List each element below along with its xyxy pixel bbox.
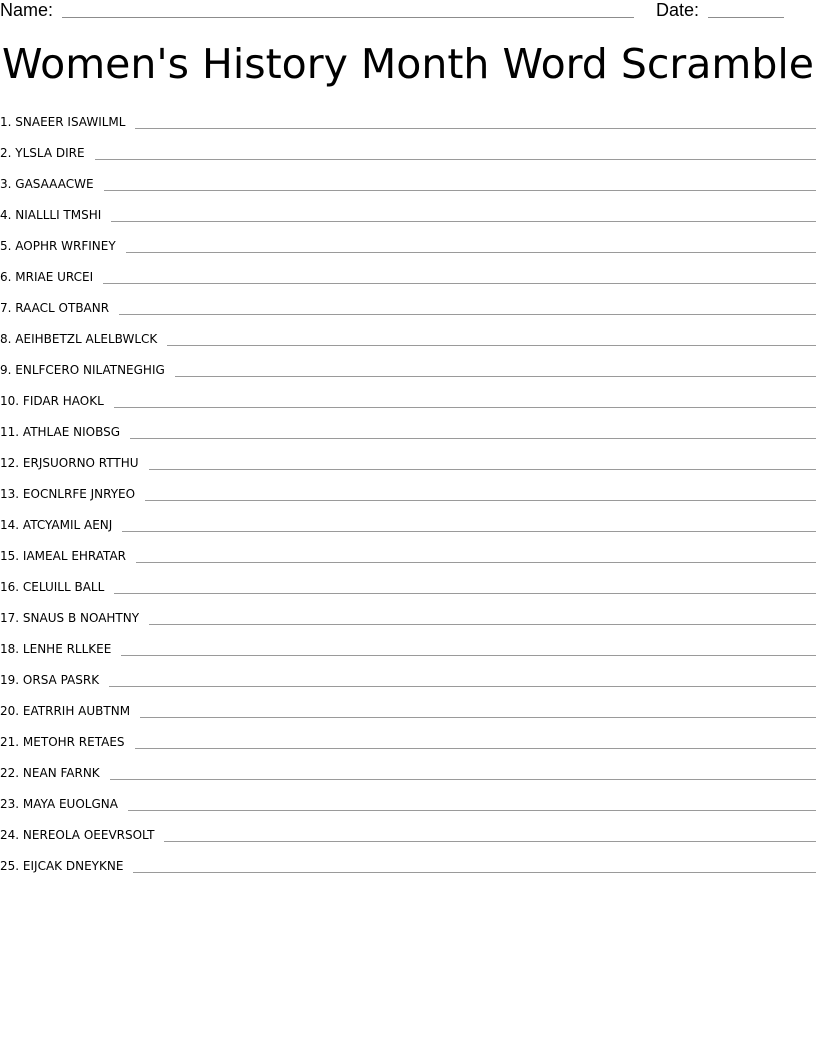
- item-number: 23.: [0, 797, 20, 811]
- scrambled-word: [0, 671, 99, 688]
- scramble-text: GASAAACWE: [15, 177, 94, 191]
- answer-line[interactable]: [136, 562, 816, 563]
- answer-line[interactable]: [135, 128, 816, 129]
- answer-line[interactable]: [119, 314, 816, 315]
- answer-line[interactable]: [110, 779, 816, 780]
- scrambled-word: [0, 144, 85, 161]
- list-item: [0, 578, 816, 609]
- list-item: [0, 299, 816, 330]
- item-number: 18.: [0, 642, 20, 656]
- list-item: [0, 857, 816, 888]
- list-item: [0, 237, 816, 268]
- item-number: 8.: [0, 332, 12, 346]
- list-item: [0, 330, 816, 361]
- scramble-text: SNAEER ISAWILML: [15, 115, 126, 129]
- scrambled-word: [0, 206, 101, 223]
- answer-line[interactable]: [149, 624, 816, 625]
- item-number: 7.: [0, 301, 12, 315]
- item-number: 6.: [0, 270, 12, 284]
- scrambled-word: [0, 237, 116, 254]
- answer-line[interactable]: [114, 407, 816, 408]
- answer-line[interactable]: [121, 655, 816, 656]
- scrambled-word: [0, 485, 135, 502]
- item-number: 1.: [0, 115, 12, 129]
- scrambled-word: [0, 857, 123, 874]
- scramble-text: LENHE RLLKEE: [22, 642, 112, 656]
- item-number: 12.: [0, 456, 20, 470]
- item-number: 3.: [0, 177, 12, 191]
- answer-line[interactable]: [135, 748, 816, 749]
- scrambled-word: [0, 113, 125, 130]
- answer-line[interactable]: [104, 190, 816, 191]
- scrambled-word: [0, 578, 104, 595]
- scramble-text: YLSLA DIRE: [15, 146, 85, 160]
- scrambled-word: [0, 268, 93, 285]
- name-field[interactable]: [62, 17, 634, 18]
- name-label: Name:: [0, 0, 54, 20]
- list-item: [0, 175, 816, 206]
- item-number: 21.: [0, 735, 20, 749]
- scramble-text: SNAUS B NOAHTNY: [22, 611, 140, 625]
- answer-line[interactable]: [167, 345, 816, 346]
- scrambled-word: [0, 454, 139, 471]
- item-number: 14.: [0, 518, 20, 532]
- answer-line[interactable]: [103, 283, 816, 284]
- answer-line[interactable]: [149, 469, 816, 470]
- scramble-text: EATRRIH AUBTNM: [22, 704, 131, 718]
- scramble-text: ENLFCERO NILATNEGHIG: [15, 363, 165, 377]
- list-item: [0, 392, 816, 423]
- scramble-text: MAYA EUOLGNA: [22, 797, 118, 811]
- list-item: [0, 144, 816, 175]
- answer-line[interactable]: [164, 841, 816, 842]
- scramble-text: RAACL OTBANR: [15, 301, 110, 315]
- list-item: [0, 454, 816, 485]
- scrambled-word: [0, 640, 111, 657]
- item-number: 15.: [0, 549, 20, 563]
- item-number: 9.: [0, 363, 12, 377]
- scrambled-word: [0, 423, 120, 440]
- date-field[interactable]: [708, 17, 784, 18]
- list-item: [0, 671, 816, 702]
- scramble-text: ATHLAE NIOBSG: [22, 425, 121, 439]
- list-item: [0, 702, 816, 733]
- list-item: [0, 640, 816, 671]
- scramble-text: METOHR RETAES: [22, 735, 125, 749]
- scrambled-word: [0, 330, 157, 347]
- answer-line[interactable]: [111, 221, 816, 222]
- list-item: [0, 423, 816, 454]
- list-item: [0, 361, 816, 392]
- item-number: 11.: [0, 425, 20, 439]
- item-number: 4.: [0, 208, 12, 222]
- scrambled-word: [0, 609, 139, 626]
- list-item: [0, 795, 816, 826]
- scramble-text: ORSA PASRK: [22, 673, 100, 687]
- answer-line[interactable]: [95, 159, 816, 160]
- item-number: 19.: [0, 673, 20, 687]
- list-item: [0, 485, 816, 516]
- scramble-text: NIALLLI TMSHI: [15, 208, 102, 222]
- answer-line[interactable]: [114, 593, 816, 594]
- scrambled-word: [0, 702, 130, 719]
- answer-line[interactable]: [122, 531, 816, 532]
- scramble-text: MRIAE URCEI: [15, 270, 94, 284]
- scramble-text: ATCYAMIL AENJ: [22, 518, 113, 532]
- answer-line[interactable]: [133, 872, 816, 873]
- item-number: 25.: [0, 859, 20, 873]
- item-number: 22.: [0, 766, 20, 780]
- list-item: [0, 113, 816, 144]
- item-number: 16.: [0, 580, 20, 594]
- scramble-text: NEAN FARNK: [22, 766, 100, 780]
- answer-line[interactable]: [109, 686, 816, 687]
- scrambled-word: [0, 516, 112, 533]
- list-item: [0, 733, 816, 764]
- scrambled-word: [0, 175, 94, 192]
- scramble-text: ERJSUORNO RTTHU: [22, 456, 139, 470]
- scramble-text: EOCNLRFE JNRYEO: [22, 487, 136, 501]
- list-item: [0, 609, 816, 640]
- scramble-text: IAMEAL EHRATAR: [22, 549, 126, 563]
- scramble-text: CELUILL BALL: [22, 580, 105, 594]
- scrambled-word: [0, 795, 118, 812]
- scramble-text: EIJCAK DNEYKNE: [22, 859, 124, 873]
- scrambled-word: [0, 299, 109, 316]
- answer-line[interactable]: [175, 376, 816, 377]
- scramble-text: FIDAR HAOKL: [22, 394, 104, 408]
- word-list: [0, 113, 816, 888]
- scrambled-word: [0, 547, 126, 564]
- list-item: [0, 826, 816, 857]
- answer-line[interactable]: [140, 717, 816, 718]
- item-number: 5.: [0, 239, 12, 253]
- scrambled-word: [0, 733, 125, 750]
- answer-line[interactable]: [130, 438, 816, 439]
- scramble-text: AEIHBETZL ALELBWLCK: [15, 332, 158, 346]
- scrambled-word: [0, 392, 104, 409]
- scrambled-word: [0, 764, 100, 781]
- scramble-text: AOPHR WRFINEY: [15, 239, 116, 253]
- answer-line[interactable]: [128, 810, 816, 811]
- page-title: Women's History Month Word Scramble: [1, 40, 814, 88]
- item-number: 2.: [0, 146, 12, 160]
- item-number: 10.: [0, 394, 20, 408]
- item-number: 17.: [0, 611, 20, 625]
- list-item: [0, 764, 816, 795]
- header: [0, 0, 816, 24]
- item-number: 20.: [0, 704, 20, 718]
- scramble-text: NEREOLA OEEVRSOLT: [22, 828, 155, 842]
- scrambled-word: [0, 826, 154, 843]
- item-number: 13.: [0, 487, 20, 501]
- answer-line[interactable]: [126, 252, 816, 253]
- item-number: 24.: [0, 828, 20, 842]
- scrambled-word: [0, 361, 165, 378]
- list-item: [0, 516, 816, 547]
- list-item: [0, 547, 816, 578]
- date-label: Date:: [656, 0, 700, 20]
- list-item: [0, 206, 816, 237]
- list-item: [0, 268, 816, 299]
- answer-line[interactable]: [145, 500, 816, 501]
